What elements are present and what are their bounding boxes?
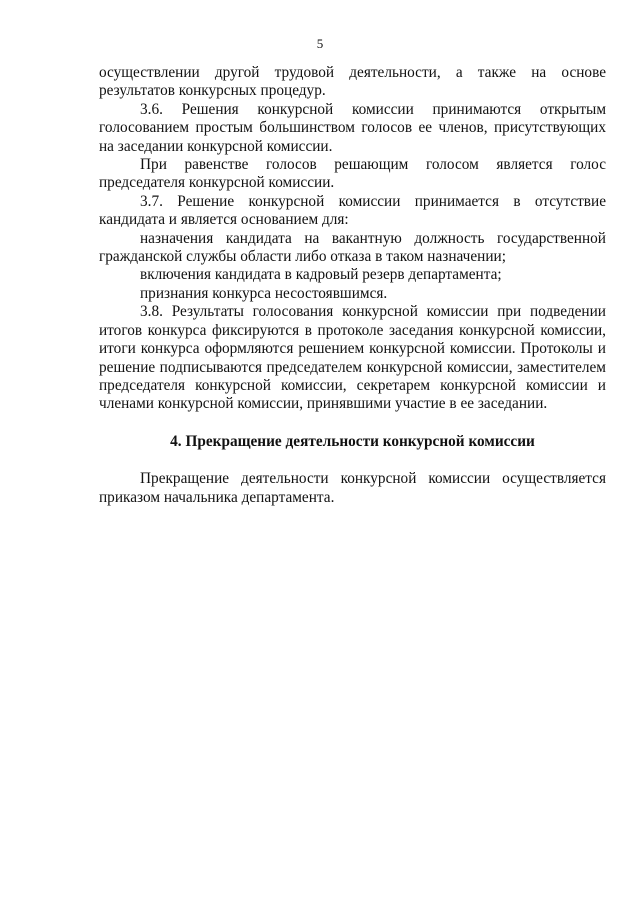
paragraph-3-7: 3.7. Решение конкурсной комиссии принимается в отсутствие кандидата и является основанием для: [99,192,606,229]
paragraph-3-6: 3.6. Решения конкурсной комиссии принимаются открытым голосованием простым большинством голосов ее членов, присутствующих на заседании конкурсной комиссии. [99,100,606,155]
paragraph-termination: Прекращение деятельности конкурсной комиссии осуществляется приказом начальника департамента. [99,470,606,506]
list-item-reserve: включения кандидата в кадровый резерв департамента; [140,266,502,284]
document-body [99,64,606,507]
paragraph-continuation: осуществлении другой трудовой деятельности, а также на основе результатов конкурсных процедур. [99,64,606,100]
paragraph-3-8: 3.8. Результаты голосования конкурсной комиссии при подведении итогов конкурса фиксируются в протоколе заседания конкурсной комиссии, итоги конкурса оформляются решением конкурсной комиссии. Протоколы и решение подписываются председателем конкурсной комиссии, заместителем председателя конкурсной комиссии, секретарем конкурсной комиссии и членами конкурсной комиссии, принявшими участие в ее заседании. [99,303,606,413]
paragraph-equal-votes: При равенстве голосов решающим голосом является голос председателя конкурсной комиссии. [99,156,606,192]
page-number: 5 [316,36,324,51]
list-item-appointment: назначения кандидата на вакантную должность государственной гражданской службы области либо отказа в таком назначении; [99,229,606,266]
section-heading: 4. Прекращение деятельности конкурсной комиссии [170,432,535,450]
list-item-failed-contest: признания конкурса несостоявшимся. [140,284,388,302]
